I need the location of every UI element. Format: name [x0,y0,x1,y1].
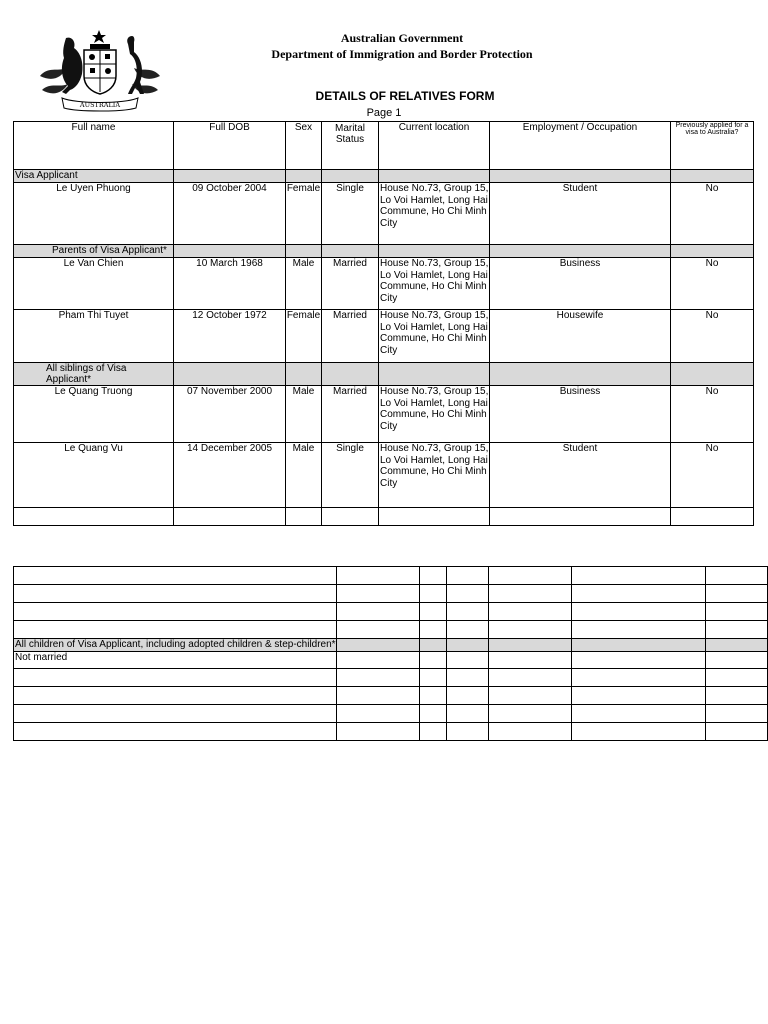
table-row-empty [14,705,768,723]
col-header-occupation: Employment / Occupation [490,122,671,170]
cell-occupation: Business [490,386,671,443]
cell-sex: Female [286,310,322,363]
cell-name: Pham Thi Tuyet [14,310,174,363]
table-row-empty [14,567,768,585]
table-row-empty [14,669,768,687]
cell-previous: No [671,183,754,245]
government-name: Australian Government [340,31,464,45]
cell-dob: 14 December 2005 [174,443,286,508]
cell-occupation: Business [490,258,671,310]
table-row [14,183,754,245]
cell-occupation: Student [490,183,671,245]
cell-marital: Married [322,310,379,363]
section-row-children [14,639,768,652]
crest-motto: AUSTRALIA [79,101,121,109]
relatives-table-continued [13,566,768,741]
cell-marital: Married [322,386,379,443]
cell-marital: Single [322,443,379,508]
relatives-table [13,121,754,526]
cell-sex: Female [286,183,322,245]
table-row-empty [14,603,768,621]
col-header-full-name: Full name [14,122,174,170]
cell-marital: Married [322,258,379,310]
cell-previous: No [671,386,754,443]
table-row [14,310,754,363]
section-row-parents [14,245,754,258]
section-label-parents: Parents of Visa Applicant* [14,245,174,258]
cell-dob: 07 November 2000 [174,386,286,443]
cell-dob: 12 October 1972 [174,310,286,363]
table-row [14,386,754,443]
col-header-previous: Previously applied for a visa to Australia? [671,122,754,170]
cell-children-note: Not married [14,652,337,669]
cell-location: House No.73, Group 15, Lo Voi Hamlet, Long Hai Commune, Ho Chi Minh City [379,183,490,245]
table-header-row [14,122,754,170]
cell-sex: Male [286,258,322,310]
col-header-dob: Full DOB [174,122,286,170]
cell-location: House No.73, Group 15, Lo Voi Hamlet, Long Hai Commune, Ho Chi Minh City [379,258,490,310]
cell-location: House No.73, Group 15, Lo Voi Hamlet, Long Hai Commune, Ho Chi Minh City [379,310,490,363]
cell-dob: 10 March 1968 [174,258,286,310]
col-header-marital: Marital Status [322,122,379,170]
section-label-applicant: Visa Applicant [14,170,174,183]
table-row-empty [14,508,754,526]
cell-sex: Male [286,443,322,508]
table-row-empty [14,687,768,705]
coat-of-arms-logo [36,28,164,112]
cell-dob: 09 October 2004 [174,183,286,245]
cell-occupation: Housewife [490,310,671,363]
cell-name: Le Uyen Phuong [14,183,174,245]
cell-occupation: Student [490,443,671,508]
cell-sex: Male [286,386,322,443]
table-row [14,443,754,508]
cell-location: House No.73, Group 15, Lo Voi Hamlet, Long Hai Commune, Ho Chi Minh City [379,386,490,443]
cell-previous: No [671,258,754,310]
cell-name: Le Quang Vu [14,443,174,508]
cell-previous: No [671,443,754,508]
table-row [14,258,754,310]
col-header-sex: Sex [286,122,322,170]
form-title: DETAILS OF RELATIVES FORM [315,89,495,103]
cell-marital: Single [322,183,379,245]
table-row-empty [14,621,768,639]
cell-previous: No [671,310,754,363]
cell-name: Le Quang Truong [14,386,174,443]
col-header-location: Current location [379,122,490,170]
commonwealth-star-icon [92,30,106,43]
section-row-applicant [14,170,754,183]
table-row [14,652,768,669]
cell-name: Le Van Chien [14,258,174,310]
government-heading [222,30,582,62]
table-row-empty [14,585,768,603]
page-number: Page 1 [366,107,402,119]
section-label-children: All children of Visa Applicant, including adopted children & step-children* [15,639,336,650]
section-row-siblings [14,363,754,386]
table-row-empty [14,723,768,741]
cell-location: House No.73, Group 15, Lo Voi Hamlet, Long Hai Commune, Ho Chi Minh City [379,443,490,508]
department-name: Department of Immigration and Border Protection [271,47,533,61]
section-label-siblings: All siblings of Visa Applicant* [14,363,174,386]
